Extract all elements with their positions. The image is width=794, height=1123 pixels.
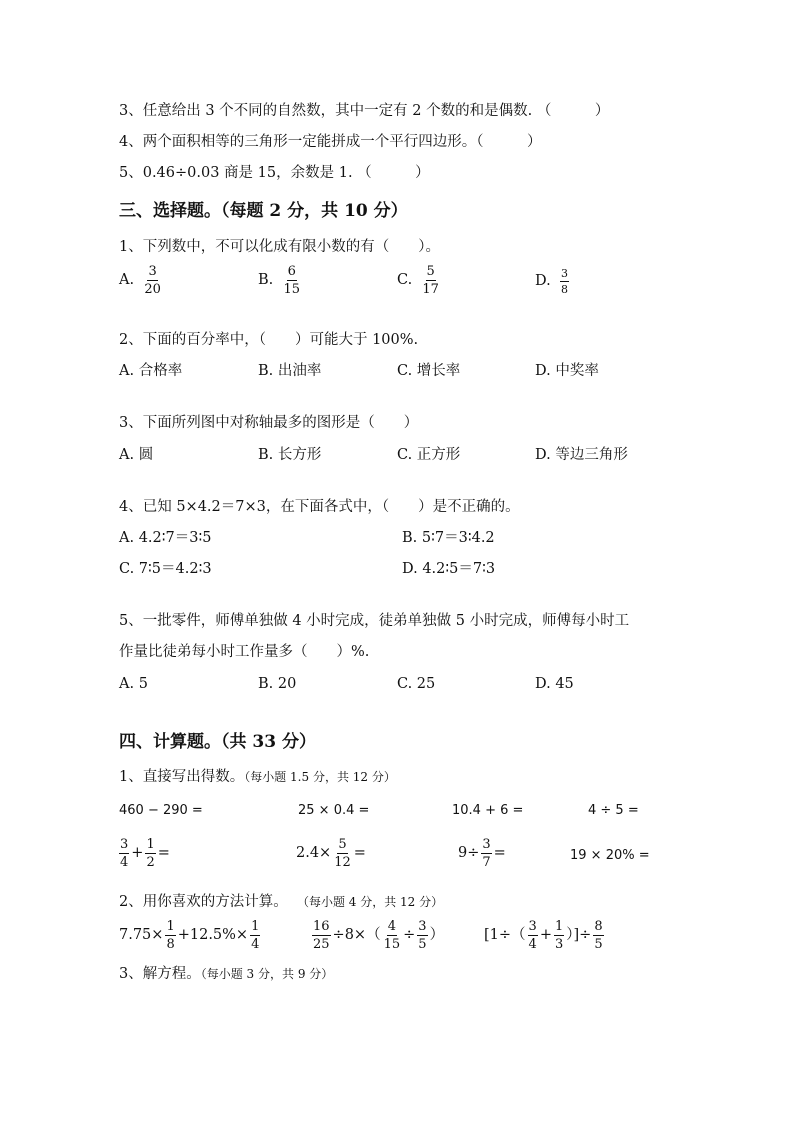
choice-q4-option-b: B. 5∶7＝3∶4.2: [402, 530, 495, 546]
fraction: $\frac{3}{20}$: [144, 264, 161, 297]
choice-q5-stem-line2: 作量比徒弟每小时工作量多（ ）%.: [119, 644, 370, 660]
choice-q1-option-b: B. $\frac{6}{15}$: [258, 264, 301, 297]
choice-q2-option-d: D. 中奖率: [535, 363, 599, 379]
choice-q5-stem-line1: 5、一批零件，师傅单独做 4 小时完成，徒弟单独做 5 小时完成，师傅每小时工: [119, 613, 630, 629]
choice-q4-option-d: D. 4.2∶5＝7∶3: [402, 561, 496, 577]
calc-q2-expr-3: [1÷（ $\frac{3}{4}$ + $\frac{1}{3}$ ）]÷ $\frac{8}{5}$: [484, 919, 603, 952]
calc-item: 4 ÷ 5 =: [588, 803, 639, 818]
calc-q1-stem: 1、直接写出得数。（每小题 1.5 分，共 12 分）: [119, 769, 396, 785]
fraction: $\frac{6}{15}$: [283, 264, 301, 297]
choice-q3-stem: 3、下面所列图中对称轴最多的图形是（ ）: [119, 415, 419, 431]
calc-q2-stem: 2、用你喜欢的方法计算。 （每小题 4 分，共 12 分）: [119, 894, 444, 910]
choice-q2-option-a: A. 合格率: [119, 363, 183, 379]
choice-q5-option-d: D. 45: [535, 676, 574, 692]
choice-q3-option-d: D. 等边三角形: [535, 447, 628, 463]
section-title-calculation: 四、计算题。（共 33 分）: [119, 732, 316, 752]
choice-q3-option-b: B. 长方形: [258, 447, 322, 463]
choice-q2-option-c: C. 增长率: [397, 363, 461, 379]
choice-q4-option-a: A. 4.2∶7＝3∶5: [119, 530, 212, 546]
choice-q3-option-a: A. 圆: [119, 447, 154, 463]
judge-item-5: 5、0.46÷0.03 商是 15，余数是 1. （ ）: [119, 165, 430, 181]
judge-item-4: 4、两个面积相等的三角形一定能拼成一个平行四边形。（ ）: [119, 134, 542, 150]
calc-item-fraction-sum: $\frac{3}{4}$ + $\frac{1}{2}$ =: [120, 837, 170, 870]
choice-q1-option-c: C. $\frac{5}{17}$: [397, 264, 439, 297]
choice-q1-option-a: A. $\frac{3}{20}$: [119, 264, 161, 297]
choice-q1-stem: 1、下列数中，不可以化成有限小数的有（ ）。: [119, 239, 440, 255]
calc-q2-expr-2: $\frac{16}{25}$ ÷8×（ $\frac{4}{15}$ ÷ $\frac{3}{5}$ ）: [313, 919, 445, 952]
choice-q2-option-b: B. 出油率: [258, 363, 322, 379]
calc-item: 25 × 0.4 =: [298, 803, 370, 818]
calc-item: 19 × 20% =: [570, 848, 650, 863]
choice-q1-option-d: D. $\frac{3}{8}$: [535, 267, 568, 296]
choice-q3-option-c: C. 正方形: [397, 447, 461, 463]
calc-item-divide-fraction: 9÷ $\frac{3}{7}$ =: [458, 837, 506, 870]
calc-q2-note: （每小题 4 分，共 12 分）: [296, 895, 444, 909]
choice-q5-option-a: A. 5: [119, 676, 148, 692]
section-title-choice: 三、选择题。（每题 2 分，共 10 分）: [119, 201, 408, 221]
fraction: $\frac{5}{17}$: [422, 264, 439, 297]
calc-q2-expr-1: 7.75× $\frac{1}{8}$ +12.5%× $\frac{1}{4}$: [119, 919, 260, 952]
judge-item-3: 3、任意给出 3 个不同的自然数，其中一定有 2 个数的和是偶数. （ ）: [119, 103, 610, 119]
calc-item: 10.4 + 6 =: [452, 803, 524, 818]
choice-q2-stem: 2、下面的百分率中，（ ）可能大于 100%.: [119, 332, 419, 348]
choice-q5-option-c: C. 25: [397, 676, 436, 692]
choice-q4-option-c: C. 7∶5＝4.2∶3: [119, 561, 212, 577]
calc-item-multiply-fraction: 2.4× $\frac{5}{12}$ =: [296, 837, 366, 870]
choice-q4-stem: 4、已知 5×4.2＝7×3，在下面各式中，（ ）是不正确的。: [119, 499, 520, 515]
fraction: $\frac{3}{8}$: [560, 267, 568, 296]
choice-q5-option-b: B. 20: [258, 676, 297, 692]
calc-q1-note: （每小题 1.5 分，共 12 分）: [244, 770, 396, 784]
calc-q3-note: （每小题 3 分，共 9 分）: [200, 967, 334, 981]
calc-item: 460 − 290 =: [119, 803, 203, 818]
calc-q3-stem: 3、解方程。（每小题 3 分，共 9 分）: [119, 966, 334, 982]
